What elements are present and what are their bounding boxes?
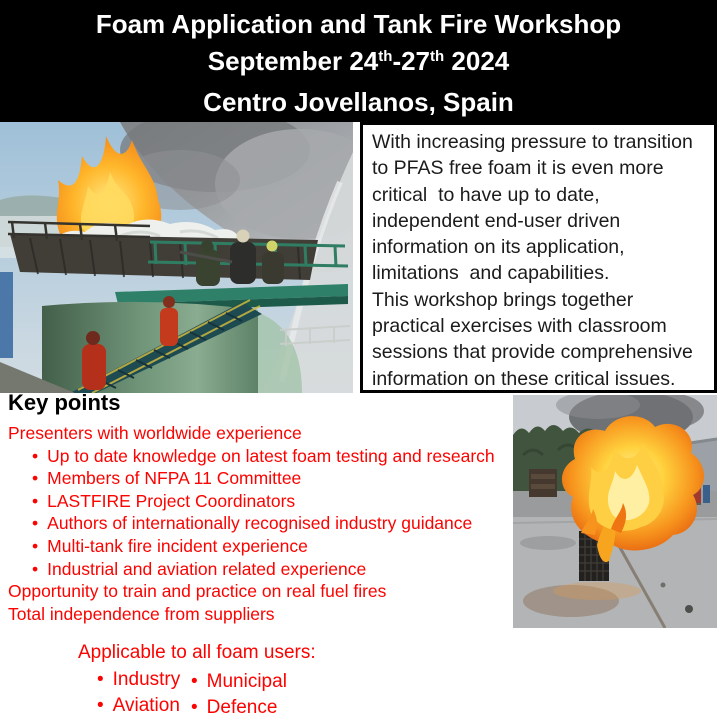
key-point-text: Multi-tank fire incident experience xyxy=(47,535,308,556)
intro-line: critical to have up to date, xyxy=(372,183,600,206)
bullet-icon: • xyxy=(97,694,104,716)
bullet-icon: • xyxy=(32,513,39,534)
key-point-item xyxy=(32,490,508,513)
intro-line: This workshop brings together xyxy=(372,288,634,311)
fuel-fire-illustration xyxy=(513,395,717,628)
intro-line: information on its application, xyxy=(372,236,625,259)
workshop-dates xyxy=(0,43,717,84)
applicability-columns xyxy=(78,667,316,720)
bullet-icon: • xyxy=(32,558,39,579)
applicability-col-2 xyxy=(191,667,287,720)
applicability-item xyxy=(97,693,191,719)
workshop-title: Foam Application and Tank Fire Workshop xyxy=(95,9,622,39)
key-point-text: Industrial and aviation related experience xyxy=(47,558,367,579)
applicability-item xyxy=(191,695,287,721)
intro-text-box xyxy=(360,122,717,393)
bullet-icon: • xyxy=(32,468,39,489)
applicability-col-1 xyxy=(78,667,191,720)
applicability-text: Industry xyxy=(112,669,181,690)
tank-fire-photo xyxy=(0,122,353,393)
key-point-item xyxy=(32,535,508,558)
fuel-fire-photo xyxy=(513,395,717,628)
bullet-icon: • xyxy=(191,696,198,718)
date-prefix: September 24 xyxy=(207,46,379,76)
key-point-text: Up to date knowledge on latest foam testing and research xyxy=(47,445,495,466)
intro-line: practical exercises with classroom xyxy=(372,315,667,338)
intro-line: information on these critical issues. xyxy=(372,367,676,390)
workshop-location: Centro Jovellanos, Spain xyxy=(203,87,514,117)
bullet-icon: • xyxy=(32,445,39,466)
date-superscript: th xyxy=(430,48,445,65)
key-point-item xyxy=(32,467,508,490)
applicability-section xyxy=(78,640,316,720)
intro-line: to PFAS free foam it is even more xyxy=(372,157,664,180)
key-points-section xyxy=(8,391,508,625)
key-points-list xyxy=(8,445,508,581)
key-points-extra: Opportunity to train and practice on real fuel fires xyxy=(8,581,387,602)
applicability-title: Applicable to all foam users: xyxy=(78,642,316,663)
key-points-heading: Key points xyxy=(8,390,121,415)
intro-line: sessions that provide comprehensive xyxy=(372,341,693,364)
date-mid: -27 xyxy=(392,46,431,76)
tank-fire-illustration xyxy=(0,122,353,393)
header-banner xyxy=(0,0,717,122)
bullet-icon: • xyxy=(191,671,198,692)
key-point-item xyxy=(32,512,508,535)
key-point-item xyxy=(32,445,508,468)
intro-line: With increasing pressure to transition xyxy=(372,131,693,153)
intro-line: limitations and capabilities. xyxy=(372,262,610,285)
key-points-lead: Presenters with worldwide experience xyxy=(8,423,302,443)
key-point-text: Members of NFPA 11 Committee xyxy=(47,468,302,489)
key-point-item xyxy=(32,558,508,581)
date-superscript: th xyxy=(378,48,393,65)
bullet-icon: • xyxy=(32,535,39,556)
applicability-text: Municipal xyxy=(206,671,287,692)
key-point-text: Authors of internationally recognised industry guidance xyxy=(47,513,473,534)
bullet-icon: • xyxy=(32,490,39,511)
applicability-item xyxy=(191,669,287,695)
key-point-text: LASTFIRE Project Coordinators xyxy=(47,490,296,511)
key-points-extra: Total independence from suppliers xyxy=(8,603,275,624)
applicability-item xyxy=(97,667,191,693)
applicability-text: Defence xyxy=(206,696,278,718)
date-suffix: 2024 xyxy=(444,46,510,76)
intro-line: independent end-user driven xyxy=(372,209,621,232)
applicability-text: Aviation xyxy=(112,694,180,716)
bullet-icon: • xyxy=(97,669,104,690)
